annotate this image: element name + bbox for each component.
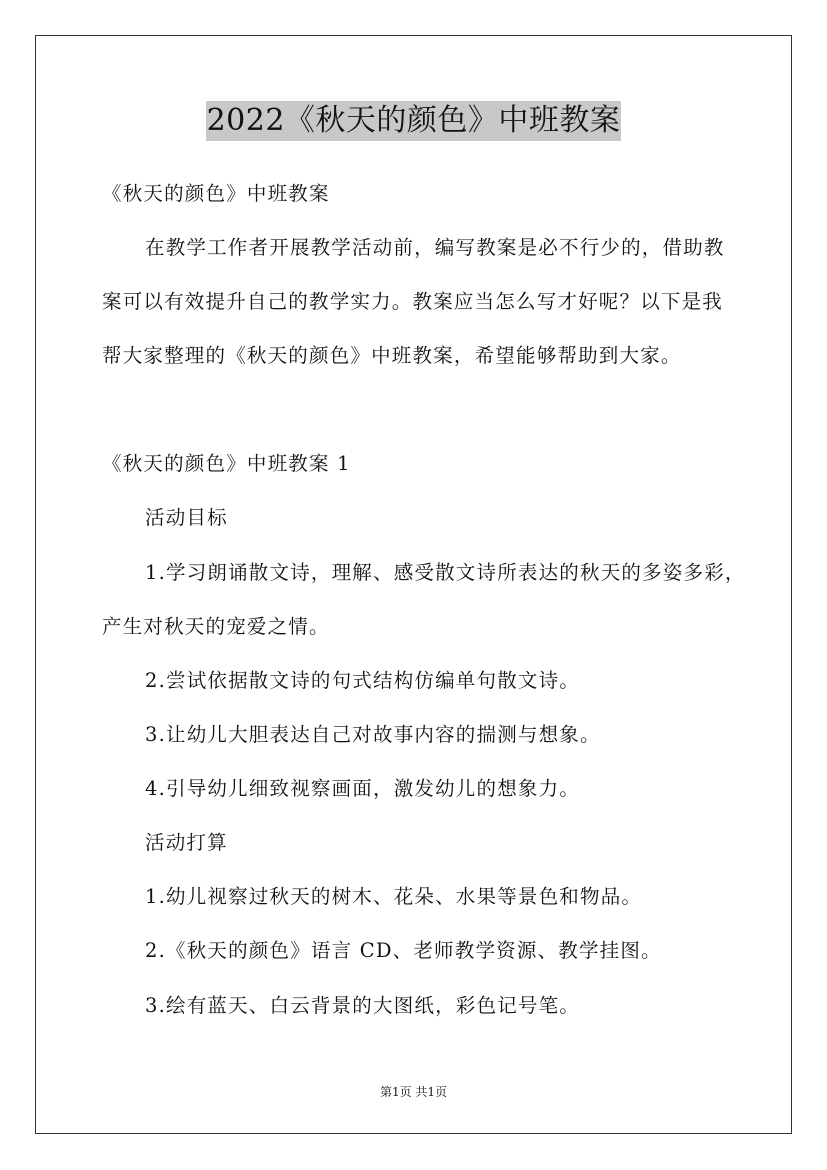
page-footer: 第1页 共1页 <box>379 1085 448 1099</box>
prep-heading: 活动打算 <box>145 831 228 854</box>
title-container <box>0 101 827 141</box>
prep-line-2: 2.《秋天的颜色》语言 CD、老师教学资源、教学挂图。 <box>145 939 662 962</box>
goals-heading: 活动目标 <box>145 506 228 529</box>
intro-line-1: 在教学工作者开展教学活动前，编写教案是必不行少的，借助教 <box>145 236 725 259</box>
goal-line-2: 产生对秋天的宠爱之情。 <box>102 615 330 638</box>
intro-line-2: 案可以有效提升自己的教学实力。教案应当怎么写才好呢？以下是我 <box>102 290 724 313</box>
goal-line-1: 1.学习朗诵散文诗，理解、感受散文诗所表达的秋天的多姿多彩， <box>145 561 746 584</box>
goal-line-5: 4.引导幼儿细致视察画面，激发幼儿的想象力。 <box>145 777 581 800</box>
subtitle: 《秋天的颜色》中班教案 <box>102 182 330 205</box>
prep-line-1: 1.幼儿视察过秋天的树木、花朵、水果等景色和物品。 <box>145 885 643 908</box>
goal-line-4: 3.让幼儿大胆表达自己对故事内容的揣测与想象。 <box>145 723 601 746</box>
intro-line-3: 帮大家整理的《秋天的颜色》中班教案，希望能够帮助到大家。 <box>102 344 682 367</box>
document-title: 2022《秋天的颜色》中班教案 <box>206 101 622 141</box>
goal-line-3: 2.尝试依据散文诗的句式结构仿编单句散文诗。 <box>145 669 581 692</box>
prep-line-3: 3.绘有蓝天、白云背景的大图纸，彩色记号笔。 <box>145 994 581 1017</box>
section-heading: 《秋天的颜色》中班教案 1 <box>102 452 351 475</box>
